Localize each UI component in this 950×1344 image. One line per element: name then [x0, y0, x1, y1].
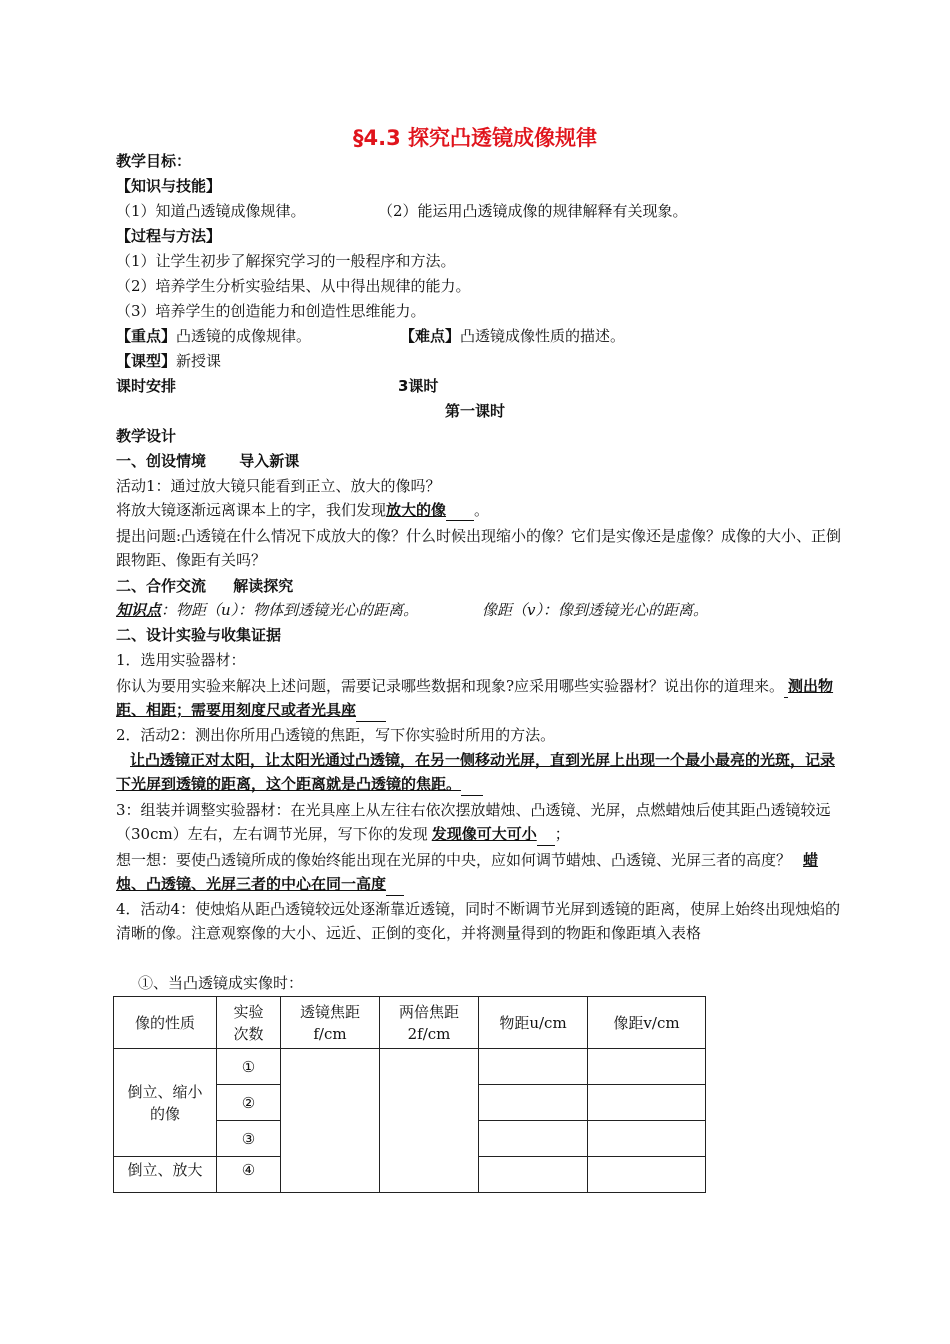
experiment-table — [113, 996, 706, 1193]
header-trials: 实验次数 — [217, 997, 281, 1049]
image-distance-cell[interactable] — [588, 1049, 706, 1085]
difficulty-text: 凸透镜成像性质的描述。 — [460, 327, 626, 345]
key-difficulty-line — [116, 325, 846, 347]
header-double-focal: 两倍焦距2f/cm — [380, 997, 479, 1049]
discover-line — [116, 499, 846, 521]
think-text: 想一想：要使凸透镜所成的像始终能出现在光屏的中央，应如何调节蜡烛、凸透镜、光屏三者的高度？ — [116, 851, 792, 869]
item1-paragraph — [116, 674, 846, 722]
difficulty-label: 【难点】 — [400, 327, 461, 345]
knowledge-point-line — [116, 599, 846, 621]
process-item-1: （1）让学生初步了解探究学习的一般程序和方法。 — [116, 252, 456, 270]
page-title: §4.3 探究凸透镜成像规律 — [352, 126, 597, 150]
process-heading: 【过程与方法】 — [116, 227, 222, 245]
table-header-row — [114, 997, 706, 1049]
table-caption: ①、当凸透镜成实像时： — [138, 974, 304, 992]
type-label: 【课型】 — [116, 352, 177, 370]
item3-paragraph — [116, 798, 846, 846]
process-item-3: （3）培养学生的创造能力和创造性思维能力。 — [116, 302, 426, 320]
object-distance-cell[interactable] — [479, 1121, 588, 1157]
item3-answer: 发现像可大可小 — [431, 825, 537, 843]
section2-heading — [116, 575, 846, 597]
object-distance-cell[interactable] — [479, 1085, 588, 1121]
knowledge-heading: 【知识与技能】 — [116, 177, 222, 195]
knowledge-line — [116, 200, 846, 222]
knowledge-point-label: 知识点 — [116, 601, 162, 619]
double-focal-cell[interactable] — [380, 1049, 479, 1193]
image-distance-cell[interactable] — [588, 1085, 706, 1121]
trial-cell: ② — [217, 1085, 281, 1121]
item4-paragraph: 4．活动4：使烛焰从距凸透镜较远处逐渐靠近透镜，同时不断调节光屏到透镜的距离，使屏上始终出现烛焰的清晰的像。注意观察像的大小、远近、正倒的变化，并将测量得到的物距和像距填入表格 — [116, 900, 841, 942]
row-property-enlarged: 倒立、放大 — [114, 1157, 217, 1193]
process-item-2: （2）培养学生分析实验结果、从中得出规律的能力。 — [116, 277, 471, 295]
object-distance-def: ：物距（u）：物体到透镜光心的距离。 — [161, 601, 419, 619]
row-property-reduced: 倒立、缩小的像 — [114, 1049, 217, 1157]
header-object-distance: 物距u/cm — [479, 997, 588, 1049]
schedule-label: 课时安排 — [116, 377, 177, 395]
schedule-value: 3课时 — [398, 377, 439, 395]
item3-suffix: ； — [554, 825, 570, 843]
activity1: 活动1：通过放大镜只能看到正立、放大的像吗？ — [116, 477, 441, 495]
think-answer: 蜡烛、凸透镜、光屏三者的中心在同一高度 — [116, 851, 819, 893]
item3-text: 3：组装并调整实验器材：在光具座上从左往右依次摆放蜡烛、凸透镜、光屏，点燃蜡烛后使其距凸透镜较远（30cm）左右，左右调节光屏，写下你的发现 — [116, 801, 831, 843]
think-paragraph — [116, 848, 846, 896]
type-text: 新授课 — [176, 352, 222, 370]
object-distance-cell[interactable] — [479, 1157, 588, 1193]
header-image-distance: 像距v/cm — [588, 997, 706, 1049]
image-distance-cell[interactable] — [588, 1157, 706, 1193]
trial-cell: ① — [217, 1049, 281, 1085]
trial-cell: ③ — [217, 1121, 281, 1157]
item2-answer: 让凸透镜正对太阳，让太阳光通过凸透镜，在另一侧移动光屏，直到光屏上出现一个最小最亮的光斑，记录下光屏到透镜的距离，这个距离就是凸透镜的焦距。 — [116, 751, 836, 793]
design-heading: 教学设计 — [116, 427, 177, 445]
knowledge-item-1: （1）知道凸透镜成像规律。 — [116, 202, 306, 220]
item1-desc: 你认为要用实验来解决上述问题，需要记录哪些数据和现象?应采用哪些实验器材？说出你的道理来。 — [116, 677, 785, 695]
section1-sub: 导入新课 — [239, 452, 300, 470]
image-distance-cell[interactable] — [588, 1121, 706, 1157]
item1-answer: 测出物距、相距；需要用刻度尺或者光具座 — [116, 677, 834, 719]
header-focal-length: 透镜焦距f/cm — [281, 997, 380, 1049]
discover-suffix: 。 — [474, 501, 490, 519]
lesson-type-line — [116, 350, 846, 372]
header-property: 像的性质 — [114, 997, 217, 1049]
item2-answer-block — [116, 748, 846, 796]
section1-title: 一、创设情境 — [116, 452, 207, 470]
focal-length-cell[interactable] — [281, 1049, 380, 1193]
trial-cell: ④ — [217, 1157, 281, 1193]
knowledge-item-2: （2）能运用凸透镜成像的规律解释有关现象。 — [378, 202, 688, 220]
schedule-line — [116, 375, 846, 397]
discover-answer: 放大的像 — [386, 501, 447, 519]
objectives-heading: 教学目标： — [116, 152, 192, 170]
item1: 1．选用实验器材： — [116, 651, 246, 669]
section2-sub: 解读探究 — [233, 577, 294, 595]
item2: 2．活动2：测出你所用凸透镜的焦距，写下你实验时所用的方法。 — [116, 726, 556, 744]
key-label: 【重点】 — [116, 327, 177, 345]
object-distance-cell[interactable] — [479, 1049, 588, 1085]
question-paragraph: 提出问题:凸透镜在什么情况下成放大的像？什么时候出现缩小的像？它们是实像还是虚像？成像的大小、正倒跟物距、像距有关吗？ — [116, 527, 842, 569]
first-lesson-heading: 第一课时 — [444, 402, 505, 420]
table-row — [114, 1049, 706, 1085]
section2-title: 二、合作交流 — [116, 577, 207, 595]
key-text: 凸透镜的成像规律。 — [176, 327, 312, 345]
image-distance-def: 像距（v）：像到透镜光心的距离。 — [482, 601, 708, 619]
section1-heading — [116, 450, 846, 472]
section3-heading: 二、设计实验与收集证据 — [116, 626, 282, 644]
discover-prefix: 将放大镜逐渐远离课本上的字，我们发现 — [116, 501, 387, 519]
